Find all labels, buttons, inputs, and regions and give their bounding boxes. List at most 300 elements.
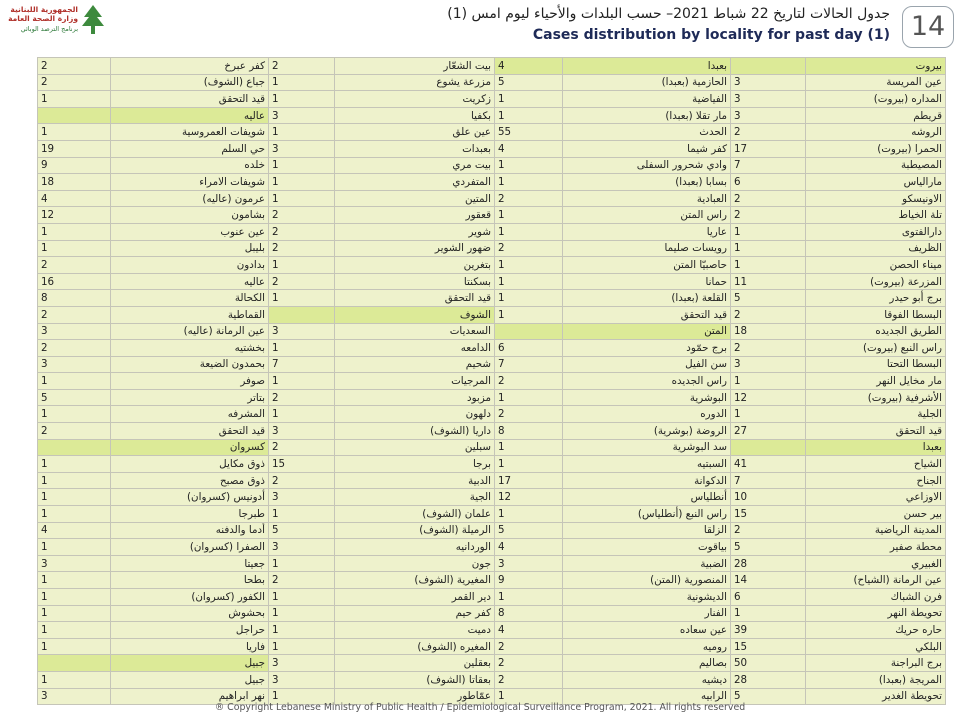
case-count-cell: 1	[495, 290, 563, 307]
locality-cell: بعبدات	[335, 140, 495, 157]
district-header-cell: الشوف	[335, 306, 495, 323]
locality-cell: البسطا التحتا	[806, 356, 946, 373]
locality-cell: الدامعه	[335, 340, 495, 357]
cases-table-container	[37, 57, 945, 703]
table-row	[38, 622, 946, 639]
locality-cell: البسطا الفوقا	[806, 306, 946, 323]
locality-cell: كفر حيم	[335, 605, 495, 622]
locality-cell: بشامون	[111, 207, 269, 224]
case-count-cell: 2	[269, 240, 335, 257]
district-header-cell: عاليه	[111, 107, 269, 124]
locality-cell: شويفات العمروسية	[111, 124, 269, 141]
case-count-cell: 9	[38, 157, 111, 174]
locality-cell: محطة صفير	[806, 539, 946, 556]
case-count-cell: 1	[495, 91, 563, 108]
case-count-cell: 1	[269, 174, 335, 191]
locality-cell: ميناء الحصن	[806, 257, 946, 274]
locality-cell: بتاتر	[111, 389, 269, 406]
case-count-cell: 4	[495, 539, 563, 556]
case-count-cell: 2	[731, 522, 806, 539]
case-count-cell: 2	[269, 223, 335, 240]
case-count-cell: 1	[731, 240, 806, 257]
case-count-cell: 1	[495, 273, 563, 290]
case-count-cell: 55	[495, 124, 563, 141]
table-row	[38, 671, 946, 688]
case-count-cell: 8	[495, 423, 563, 440]
locality-cell: بتغرين	[335, 257, 495, 274]
case-count-cell: 1	[495, 107, 563, 124]
locality-cell: برج البراجنة	[806, 655, 946, 672]
case-count-cell: 2	[38, 340, 111, 357]
locality-cell: ذوق مصبح	[111, 472, 269, 489]
case-count-cell: 3	[38, 323, 111, 340]
locality-cell: فاريا	[111, 638, 269, 655]
table-row	[38, 124, 946, 141]
locality-cell: راس النبع (أنطلياس)	[563, 506, 731, 523]
locality-cell: الطريق الجديده	[806, 323, 946, 340]
case-count-cell: 1	[269, 257, 335, 274]
locality-cell: الحدث	[563, 124, 731, 141]
locality-cell: الحازمية (بعبدا)	[563, 74, 731, 91]
locality-cell: الكحالة	[111, 290, 269, 307]
locality-cell: البوشرية	[563, 389, 731, 406]
case-count-cell: 10	[731, 489, 806, 506]
case-count-cell: 15	[731, 638, 806, 655]
table-row	[38, 240, 946, 257]
locality-cell: بخشتيه	[111, 340, 269, 357]
locality-cell: الدكوانة	[563, 472, 731, 489]
case-count-cell: 1	[269, 74, 335, 91]
case-count-cell: 1	[38, 622, 111, 639]
locality-cell: القلعة (بعبدا)	[563, 290, 731, 307]
case-count-cell: 1	[495, 389, 563, 406]
locality-cell: قريطم	[806, 107, 946, 124]
case-count-cell: 1	[269, 506, 335, 523]
locality-cell: الحمرا (بيروت)	[806, 140, 946, 157]
locality-cell: المدينة الرياضية	[806, 522, 946, 539]
case-count-cell: 2	[731, 306, 806, 323]
locality-cell: الرميلة (الشوف)	[335, 522, 495, 539]
locality-cell: السعديات	[335, 323, 495, 340]
case-count-cell: 1	[38, 373, 111, 390]
table-row	[38, 439, 946, 456]
case-count-cell: 1	[38, 472, 111, 489]
table-row	[38, 74, 946, 91]
table-row	[38, 223, 946, 240]
locality-cell: ضهور الشوير	[335, 240, 495, 257]
case-count-cell: 1	[38, 489, 111, 506]
locality-cell: بدادون	[111, 257, 269, 274]
cedar-icon	[80, 4, 106, 36]
locality-cell: المرجيات	[335, 373, 495, 390]
case-count-cell: 6	[495, 340, 563, 357]
case-count-cell: 1	[38, 671, 111, 688]
locality-cell: حاره حريك	[806, 622, 946, 639]
case-count-cell: 27	[731, 423, 806, 440]
table-row	[38, 605, 946, 622]
table-row	[38, 190, 946, 207]
case-count-cell: 1	[495, 456, 563, 473]
locality-cell: الدوره	[563, 406, 731, 423]
locality-cell: قيد التحقق	[335, 290, 495, 307]
locality-cell: جباع (الشوف)	[111, 74, 269, 91]
locality-cell: عين علق	[335, 124, 495, 141]
case-count-cell: 5	[495, 74, 563, 91]
case-count-cell: 2	[38, 257, 111, 274]
case-count-cell: 2	[731, 190, 806, 207]
case-count-cell: 1	[38, 572, 111, 589]
table-row	[38, 290, 946, 307]
district-header-cell: بعبدا	[806, 439, 946, 456]
locality-cell: السبتيه	[563, 456, 731, 473]
locality-cell: عين المريسة	[806, 74, 946, 91]
table-row	[38, 522, 946, 539]
case-count-cell: 1	[38, 605, 111, 622]
locality-cell: عرمون (عاليه)	[111, 190, 269, 207]
locality-cell: بسكنتا	[335, 273, 495, 290]
district-header-cell: بيروت	[806, 58, 946, 75]
case-count-cell: 1	[269, 373, 335, 390]
locality-cell: طبرجا	[111, 506, 269, 523]
locality-cell: قعقور	[335, 207, 495, 224]
locality-cell: الأشرفية (بيروت)	[806, 389, 946, 406]
case-count-cell: 3	[269, 140, 335, 157]
case-count-cell: 2	[731, 207, 806, 224]
case-count-cell: 1	[495, 174, 563, 191]
case-count-cell: 5	[495, 522, 563, 539]
locality-cell: سد البوشرية	[563, 439, 731, 456]
case-count-cell: 1	[38, 406, 111, 423]
case-count-cell: 1	[269, 91, 335, 108]
case-count-cell: 17	[495, 472, 563, 489]
table-row	[38, 140, 946, 157]
case-count-cell: 3	[269, 323, 335, 340]
locality-cell: زكريت	[335, 91, 495, 108]
locality-cell: المنصورية (المتن)	[563, 572, 731, 589]
table-row	[38, 589, 946, 606]
case-count-cell: 1	[269, 340, 335, 357]
table-row	[38, 655, 946, 672]
case-count-cell: 1	[495, 506, 563, 523]
locality-cell: تحويطة الغدير	[806, 688, 946, 705]
case-count-cell: 4	[38, 190, 111, 207]
locality-cell: بعقلين	[335, 655, 495, 672]
logo-line-program: برنامج الترصد الوبائي	[20, 25, 78, 33]
locality-cell: بصاليم	[563, 655, 731, 672]
case-count-cell: 4	[495, 622, 563, 639]
case-count-cell	[495, 323, 563, 340]
locality-cell: قيد التحقق	[111, 91, 269, 108]
locality-cell: شحيم	[335, 356, 495, 373]
locality-cell: شوير	[335, 223, 495, 240]
case-count-cell: 5	[731, 688, 806, 705]
case-count-cell: 1	[269, 622, 335, 639]
locality-cell: المتين	[335, 190, 495, 207]
case-count-cell: 28	[731, 671, 806, 688]
case-count-cell: 1	[495, 157, 563, 174]
case-count-cell: 8	[38, 290, 111, 307]
locality-cell: خلده	[111, 157, 269, 174]
case-count-cell: 1	[269, 290, 335, 307]
locality-cell: بسابا (بعبدا)	[563, 174, 731, 191]
locality-cell: جون	[335, 555, 495, 572]
locality-cell: الجلية	[806, 406, 946, 423]
locality-cell: الوردانيه	[335, 539, 495, 556]
case-count-cell: 3	[731, 91, 806, 108]
case-count-cell: 3	[38, 356, 111, 373]
case-count-cell: 41	[731, 456, 806, 473]
case-count-cell: 7	[269, 356, 335, 373]
case-count-cell	[38, 439, 111, 456]
table-row	[38, 489, 946, 506]
table-row	[38, 157, 946, 174]
locality-cell: أنطلياس	[563, 489, 731, 506]
locality-cell: برج أبو حيدر	[806, 290, 946, 307]
locality-cell: قيد التحقق	[111, 423, 269, 440]
district-header-cell: المتن	[563, 323, 731, 340]
case-count-cell: 12	[731, 389, 806, 406]
locality-cell: المصيطبة	[806, 157, 946, 174]
locality-cell: تحويطة النهر	[806, 605, 946, 622]
locality-cell: راس النبع (بيروت)	[806, 340, 946, 357]
table-row	[38, 257, 946, 274]
case-count-cell: 3	[269, 539, 335, 556]
locality-cell: المزرعة (بيروت)	[806, 273, 946, 290]
case-count-cell: 1	[269, 157, 335, 174]
locality-cell: الرابيه	[563, 688, 731, 705]
locality-cell: فرن الشباك	[806, 589, 946, 606]
case-count-cell: 1	[731, 406, 806, 423]
case-count-cell: 1	[495, 688, 563, 705]
locality-cell: دير القمر	[335, 589, 495, 606]
locality-cell: حاصبيّا المتن	[563, 257, 731, 274]
table-row	[38, 356, 946, 373]
case-count-cell: 2	[495, 671, 563, 688]
locality-cell: قيد التحقق	[563, 306, 731, 323]
case-count-cell: 1	[269, 589, 335, 606]
case-count-cell: 3	[38, 555, 111, 572]
locality-cell: الاونيسكو	[806, 190, 946, 207]
case-count-cell: 18	[731, 323, 806, 340]
case-count-cell: 2	[495, 190, 563, 207]
case-count-cell: 1	[495, 207, 563, 224]
locality-cell: الظريف	[806, 240, 946, 257]
locality-cell: تلة الخياط	[806, 207, 946, 224]
locality-cell: حي السلم	[111, 140, 269, 157]
locality-cell: الضبية	[563, 555, 731, 572]
case-count-cell: 1	[38, 240, 111, 257]
locality-cell: دميت	[335, 622, 495, 639]
district-header-cell: بعبدا	[563, 58, 731, 75]
case-count-cell: 2	[38, 58, 111, 75]
case-count-cell: 7	[731, 157, 806, 174]
table-row	[38, 555, 946, 572]
locality-cell: بياقوت	[563, 539, 731, 556]
locality-cell: القماطية	[111, 306, 269, 323]
case-count-cell: 5	[731, 290, 806, 307]
locality-cell: مار تقلا (بعبدا)	[563, 107, 731, 124]
case-count-cell: 2	[495, 373, 563, 390]
case-count-cell: 3	[269, 107, 335, 124]
case-count-cell: 2	[269, 207, 335, 224]
case-count-cell: 3	[731, 356, 806, 373]
locality-cell: بعقاتا (الشوف)	[335, 671, 495, 688]
case-count-cell: 15	[269, 456, 335, 473]
case-count-cell: 2	[495, 638, 563, 655]
case-count-cell: 12	[495, 489, 563, 506]
case-count-cell: 17	[731, 140, 806, 157]
case-count-cell: 1	[38, 223, 111, 240]
locality-cell: الديشونية	[563, 589, 731, 606]
locality-cell: رويسات صليما	[563, 240, 731, 257]
locality-cell: أدونيس (كسروان)	[111, 489, 269, 506]
table-row	[38, 174, 946, 191]
case-count-cell: 3	[731, 74, 806, 91]
case-count-cell: 4	[38, 522, 111, 539]
locality-cell: كفر عبرخ	[111, 58, 269, 75]
case-count-cell: 6	[731, 174, 806, 191]
case-count-cell: 2	[38, 306, 111, 323]
locality-cell: بليبل	[111, 240, 269, 257]
locality-cell: برج حمّود	[563, 340, 731, 357]
case-count-cell: 6	[731, 589, 806, 606]
locality-cell: الصفرا (كسروان)	[111, 539, 269, 556]
case-count-cell	[38, 107, 111, 124]
case-count-cell: 1	[269, 638, 335, 655]
table-row	[38, 373, 946, 390]
title-arabic: جدول الحالات لتاريخ 22 شباط 2021– حسب البلدات والأحياء ليوم امس (1)	[447, 6, 890, 22]
locality-cell: مزبود	[335, 389, 495, 406]
locality-cell: راس الجديده	[563, 373, 731, 390]
locality-cell: الروشه	[806, 124, 946, 141]
table-row	[38, 323, 946, 340]
locality-cell: البلكي	[806, 638, 946, 655]
locality-cell: داريا (الشوف)	[335, 423, 495, 440]
locality-cell: المشرفه	[111, 406, 269, 423]
case-count-cell: 3	[495, 555, 563, 572]
case-count-cell: 2	[269, 273, 335, 290]
cases-table	[37, 57, 946, 705]
case-count-cell: 1	[731, 373, 806, 390]
locality-cell: الفياضية	[563, 91, 731, 108]
case-count-cell: 1	[495, 589, 563, 606]
case-count-cell: 3	[269, 655, 335, 672]
case-count-cell: 1	[38, 124, 111, 141]
locality-cell: العبادية	[563, 190, 731, 207]
case-count-cell: 15	[731, 506, 806, 523]
locality-cell: روميه	[563, 638, 731, 655]
table-row	[38, 472, 946, 489]
locality-cell: الروضة (بوشرية)	[563, 423, 731, 440]
case-count-cell: 28	[731, 555, 806, 572]
locality-cell: دلهون	[335, 406, 495, 423]
locality-cell: بيت مري	[335, 157, 495, 174]
case-count-cell: 5	[38, 389, 111, 406]
case-count-cell: 1	[38, 456, 111, 473]
locality-cell: عين الرمانة (الشياح)	[806, 572, 946, 589]
case-count-cell: 3	[38, 688, 111, 705]
locality-cell: عين عنوب	[111, 223, 269, 240]
locality-cell: المداره (بيروت)	[806, 91, 946, 108]
table-row	[38, 306, 946, 323]
case-count-cell: 5	[731, 539, 806, 556]
case-count-cell: 2	[731, 340, 806, 357]
case-count-cell: 1	[38, 539, 111, 556]
locality-cell: عمّاطور	[335, 688, 495, 705]
case-count-cell: 1	[38, 506, 111, 523]
copyright-footer: ® Copyright Lebanese Ministry of Public Health / Epidemiological Surveillance Program, 2021. All rights reserved	[214, 702, 746, 713]
locality-cell: مارالياس	[806, 174, 946, 191]
case-count-cell: 1	[269, 406, 335, 423]
locality-cell: المريجة (بعبدا)	[806, 671, 946, 688]
locality-cell: الكفور (كسروان)	[111, 589, 269, 606]
locality-cell: قيد التحقق	[806, 423, 946, 440]
locality-cell: الدبية	[335, 472, 495, 489]
case-count-cell: 1	[269, 190, 335, 207]
case-count-cell: 3	[269, 489, 335, 506]
locality-cell: الزلقا	[563, 522, 731, 539]
case-count-cell: 1	[495, 223, 563, 240]
locality-cell: سن الفيل	[563, 356, 731, 373]
table-row	[38, 340, 946, 357]
ministry-logo	[8, 4, 108, 38]
locality-cell: الجية	[335, 489, 495, 506]
locality-cell: راس المتن	[563, 207, 731, 224]
case-count-cell: 1	[269, 555, 335, 572]
case-count-cell: 9	[495, 572, 563, 589]
case-count-cell: 1	[731, 257, 806, 274]
locality-cell: عاريا	[563, 223, 731, 240]
locality-cell: جبيل	[111, 671, 269, 688]
locality-cell: سبلين	[335, 439, 495, 456]
case-count-cell: 1	[269, 605, 335, 622]
case-count-cell: 2	[269, 389, 335, 406]
case-count-cell: 4	[495, 58, 563, 75]
case-count-cell: 1	[269, 124, 335, 141]
table-row	[38, 207, 946, 224]
case-count-cell: 1	[731, 223, 806, 240]
locality-cell: المغيرية (الشوف)	[335, 572, 495, 589]
locality-cell: شويفات الامراء	[111, 174, 269, 191]
case-count-cell: 11	[731, 273, 806, 290]
locality-cell: بحشوش	[111, 605, 269, 622]
case-count-cell: 16	[38, 273, 111, 290]
locality-cell: وادي شحرور السفلى	[563, 157, 731, 174]
case-count-cell: 1	[38, 91, 111, 108]
locality-cell: كفر شيما	[563, 140, 731, 157]
title-english: Cases distribution by locality for past day (1)	[532, 27, 890, 43]
locality-cell: بكفيا	[335, 107, 495, 124]
table-row	[38, 539, 946, 556]
case-count-cell: 3	[269, 671, 335, 688]
case-count-cell: 2	[269, 58, 335, 75]
locality-cell: مزرعة يشوع	[335, 74, 495, 91]
case-count-cell: 2	[38, 74, 111, 91]
locality-cell: عين الرمانة (عاليه)	[111, 323, 269, 340]
locality-cell: عاليه	[111, 273, 269, 290]
logo-line-ministry: وزارة الصحة العامة	[8, 14, 78, 23]
table-row	[38, 389, 946, 406]
locality-cell: ذوق مكايل	[111, 456, 269, 473]
case-count-cell: 19	[38, 140, 111, 157]
table-row	[38, 91, 946, 108]
case-count-cell: 1	[731, 605, 806, 622]
table-row	[38, 638, 946, 655]
locality-cell: نهر ابراهيم	[111, 688, 269, 705]
locality-cell: حراجل	[111, 622, 269, 639]
locality-cell: بطحا	[111, 572, 269, 589]
case-count-cell: 2	[495, 240, 563, 257]
